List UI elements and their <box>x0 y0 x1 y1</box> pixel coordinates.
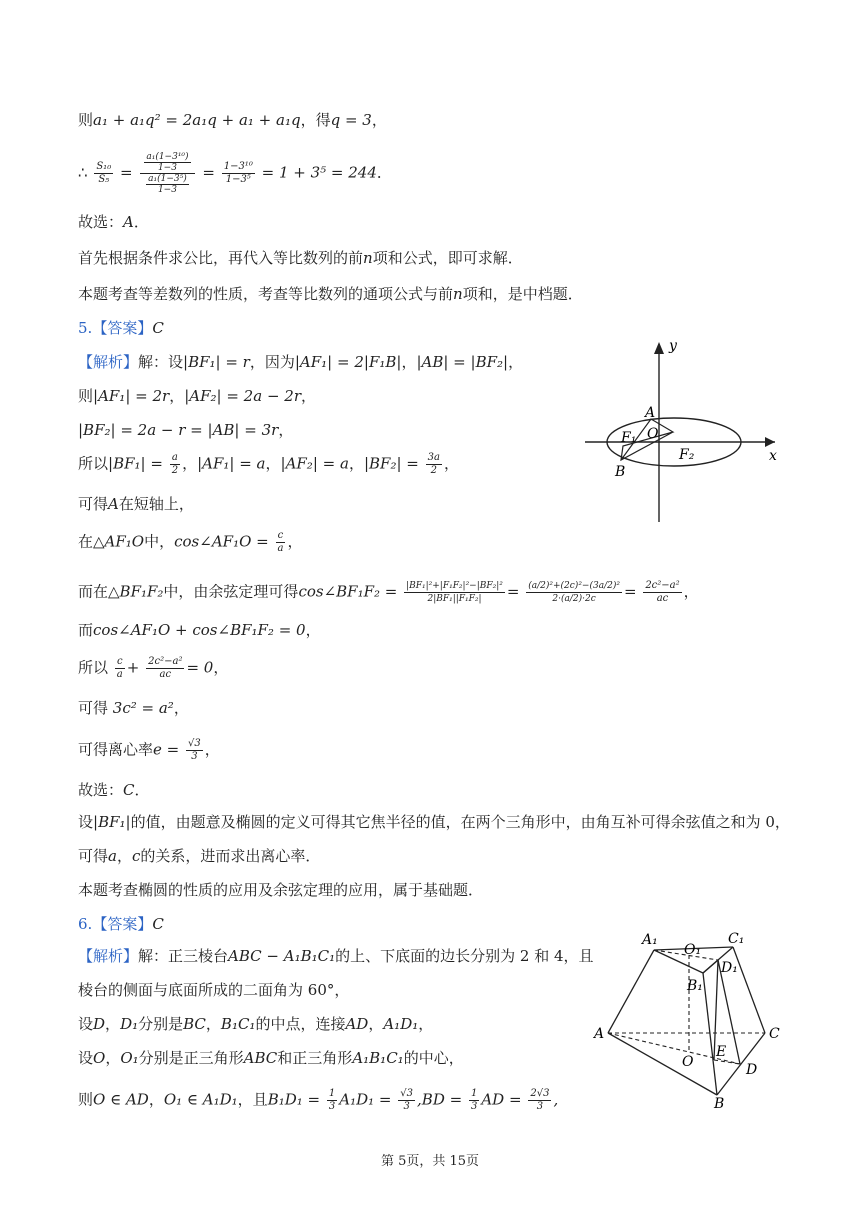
text: 项和公式，即可求解． <box>372 249 523 267</box>
math: ABC − A₁B₁C₁ <box>228 947 336 965</box>
text: 可得 <box>78 495 109 513</box>
text: ， <box>443 454 459 473</box>
choose-line <box>78 780 150 800</box>
math: A₁B₁C₁ <box>352 1049 404 1067</box>
q5-line <box>78 452 459 477</box>
text: 在△ <box>78 532 105 551</box>
denominator <box>140 174 194 195</box>
denominator: a <box>277 543 284 554</box>
q5-line <box>78 494 194 514</box>
text: 而 <box>78 621 94 639</box>
text: ， <box>368 1015 384 1033</box>
text: ，因为 <box>249 353 295 371</box>
math: cos∠BF₁F₂ = <box>298 582 398 601</box>
text: ， <box>105 1049 121 1067</box>
text: 本题考查椭圆的性质的应用及余弦定理的应用，属于基础题． <box>78 881 484 899</box>
math: |AB| = |BF₂| <box>416 353 509 371</box>
text: , <box>417 1090 422 1109</box>
fraction <box>426 452 442 477</box>
x-axis-arrow <box>765 437 775 447</box>
text: 在短轴上， <box>118 495 194 513</box>
math: BF₁F₂ <box>119 582 164 601</box>
question-number: 6. <box>78 915 93 933</box>
denominator: 3 <box>328 1101 336 1112</box>
math: |AF₁| = a <box>197 454 266 473</box>
text: ， <box>305 621 321 639</box>
frustum-diagram <box>590 930 790 1110</box>
fraction <box>115 656 125 681</box>
math: BD = <box>421 1090 463 1109</box>
math: A₁D₁ <box>383 1015 419 1033</box>
therefore-symbol: ∴ <box>78 163 88 182</box>
text: 设 <box>78 813 94 831</box>
text: 的中点，连接 <box>255 1015 346 1033</box>
page-footer: 第 5页，共 15页 <box>380 1154 480 1169</box>
denominator: S₅ <box>98 174 110 185</box>
math: |AF₂| = 2a − 2r <box>184 387 301 405</box>
text: 故选： <box>78 213 124 231</box>
math: O <box>93 1049 106 1067</box>
numerator: 1−3¹⁰ <box>223 161 253 172</box>
label-y: y <box>669 338 677 354</box>
text: 故选： <box>78 781 124 799</box>
math: |BF₂| = 2a − r = |AB| = 3r <box>78 421 279 439</box>
numerator: a <box>170 452 180 465</box>
text: ． <box>376 163 392 182</box>
denominator: 2 <box>430 465 437 476</box>
text: ， <box>116 847 132 865</box>
text: 分别是 <box>138 1015 184 1033</box>
q5-line <box>78 386 316 406</box>
label-A: A <box>594 1026 605 1042</box>
q6-line <box>78 946 594 966</box>
eq-s10-s5: ∴ $\frac{\text{S₁₀}}{\text{S₅}}$ = $\frac{\frac{\text{a₁(1−3¹⁰)}}{1-3}}{\frac{\text{a₁(1−3⁵)}}{1-3}}$ = $\frac{\text{1−3¹⁰}}{\text{1−3⁵}}$ = 1 + 3⁵ = 244． <box>78 152 392 195</box>
math: A₁D₁ = <box>339 1090 392 1109</box>
answer-tag: 【答案】 <box>92 319 153 337</box>
math: B₁C₁ <box>220 1015 256 1033</box>
math: |BF₂| = <box>363 454 419 473</box>
text: 和正三角形 <box>277 1049 353 1067</box>
math: |AF₁| = 2|F₁B| <box>294 353 402 371</box>
answer-letter: C <box>152 915 164 933</box>
label-B: B <box>615 464 626 480</box>
label-A: A <box>645 405 656 421</box>
text: ， <box>508 353 524 371</box>
note-line <box>78 846 320 866</box>
math: c <box>131 847 141 865</box>
edge-BC <box>717 1033 765 1095</box>
math: O ∈ AD <box>93 1090 149 1109</box>
math: D <box>93 1015 106 1033</box>
text: 可得 <box>78 699 109 717</box>
answer-letter: C <box>123 781 135 799</box>
denominator: 1−3 <box>157 185 177 195</box>
text: ， <box>148 1090 164 1109</box>
text: 的中心， <box>403 1049 464 1067</box>
math: O₁ ∈ A₁D₁ <box>163 1090 238 1109</box>
numerator: 2c²−a² <box>645 580 680 591</box>
text: ， <box>418 1015 434 1033</box>
math: a <box>108 847 117 865</box>
label-O: O <box>647 426 659 442</box>
label-D1: D₁ <box>721 960 738 976</box>
answer-letter: A <box>123 213 134 231</box>
fraction <box>398 1088 415 1113</box>
numerator: 2√3 <box>530 1088 550 1099</box>
text: 的值，由题意及椭圆的定义可得其它焦半径的值，在两个三角形中，由角互补可得余弦值之和为 0， <box>130 813 790 831</box>
text: 解：设 <box>138 353 184 371</box>
math: a₁ + a₁q² = 2a₁q + a₁ + a₁q <box>93 111 301 129</box>
q5-line <box>78 352 523 372</box>
note-line <box>78 812 790 832</box>
y-axis-arrow <box>654 342 664 354</box>
fraction <box>222 161 255 186</box>
text: , <box>553 1090 559 1109</box>
analysis-tag: 【解析】 <box>78 947 139 965</box>
q6-line <box>78 1048 464 1068</box>
denominator: 2 <box>171 465 179 476</box>
numerator: c <box>115 656 125 669</box>
ellipse-diagram <box>585 338 785 528</box>
denominator: 1−3⁵ <box>225 174 251 185</box>
numerator: c <box>276 530 286 543</box>
label-C1: C₁ <box>728 931 745 947</box>
fraction <box>276 530 286 555</box>
q5-line <box>78 420 293 440</box>
segment-B1D1 <box>703 960 718 973</box>
math: |AF₁| = 2r <box>93 387 170 405</box>
text: ， <box>213 658 229 677</box>
text: ， <box>169 387 185 405</box>
fraction <box>186 738 203 763</box>
numerator: |BF₁|²+|F₁F₂|²−|BF₂|² <box>406 581 503 591</box>
q6-answer-heading <box>78 914 164 934</box>
math: |BF₁| = r <box>183 353 250 371</box>
math: |AF₂| = a <box>280 454 349 473</box>
denominator: 3 <box>536 1101 544 1112</box>
denominator: 3 <box>403 1101 410 1112</box>
denominator: ac <box>656 593 669 604</box>
question-number: 5. <box>78 319 93 337</box>
text: 则 <box>78 111 94 129</box>
q5-line <box>78 530 302 555</box>
math: BC <box>183 1015 206 1033</box>
denominator: 3 <box>191 751 198 762</box>
note-line <box>78 248 523 268</box>
q6-line <box>78 1088 558 1113</box>
q6-line <box>78 1014 433 1034</box>
text: ． <box>134 781 150 799</box>
math: cos∠AF₁O = <box>174 532 269 551</box>
text: 的关系，进而求出离心率． <box>140 847 321 865</box>
text: ， <box>204 740 220 759</box>
numerator: (a/2)²+(2c)²−(3a/2)² <box>528 581 620 591</box>
choose-line <box>78 212 149 232</box>
text: 所以 <box>78 454 109 473</box>
text: 中，由余弦定理可得 <box>163 582 299 601</box>
text: ， <box>301 387 317 405</box>
numerator: 1 <box>328 1088 336 1099</box>
eq-q-result <box>78 110 387 130</box>
text: 则 <box>78 1090 94 1109</box>
fraction <box>327 1088 337 1113</box>
math: n <box>363 249 373 267</box>
fraction <box>526 580 622 605</box>
math: n <box>453 285 463 303</box>
plus: + <box>126 658 140 677</box>
label-x: x <box>769 448 777 464</box>
math: B₁D₁ = <box>267 1090 321 1109</box>
text: ， <box>205 1015 221 1033</box>
text: 所以 <box>78 658 109 677</box>
label-B1: B₁ <box>687 978 703 994</box>
answer-letter: C <box>152 319 164 337</box>
label-E: E <box>716 1044 727 1060</box>
text: 可得 <box>78 847 109 865</box>
fraction <box>528 1088 551 1113</box>
answer-tag: 【答案】 <box>92 915 153 933</box>
text: ， <box>105 1015 121 1033</box>
text: ， <box>173 699 189 717</box>
numerator: √3 <box>188 738 201 749</box>
denominator: 2·(a/2)·2c <box>552 594 596 604</box>
text: 设 <box>78 1049 94 1067</box>
q5-line <box>78 656 228 681</box>
text: ， <box>265 454 281 473</box>
equals: = <box>202 163 215 182</box>
label-F2: F₂ <box>679 447 695 463</box>
numerator: a₁(1−3⁵) <box>148 174 187 184</box>
text: 设 <box>78 1015 94 1033</box>
math: cos∠AF₁O + cos∠BF₁F₂ = 0 <box>93 621 306 639</box>
text: 则 <box>78 387 94 405</box>
math: |BF₁| = <box>108 454 163 473</box>
q5-line <box>78 738 220 763</box>
text: ， <box>401 353 417 371</box>
text: ， <box>182 454 198 473</box>
math: O₁ <box>120 1049 139 1067</box>
math: ABC <box>243 1049 278 1067</box>
fraction <box>94 161 113 186</box>
math: = 0 <box>186 658 214 677</box>
note-line <box>78 880 483 900</box>
text: ， <box>287 532 303 551</box>
text: 中， <box>144 532 175 551</box>
text: ． <box>133 213 149 231</box>
text: ，且 <box>237 1090 268 1109</box>
denominator: ac <box>159 669 172 680</box>
math: AF₁O <box>104 532 145 551</box>
fraction <box>146 656 184 681</box>
fraction <box>469 1088 479 1113</box>
q5-line <box>78 698 189 718</box>
numerator: 1 <box>470 1088 478 1099</box>
note-line <box>78 284 583 304</box>
text: 的上、下底面的边长分别为 2 和 4，且 <box>335 947 594 965</box>
label-C: C <box>769 1026 780 1042</box>
compound-fraction <box>140 152 194 195</box>
denominator: 3 <box>470 1101 478 1112</box>
math: AD = <box>481 1090 522 1109</box>
math: A <box>108 495 119 513</box>
q5-line <box>78 580 699 605</box>
numerator: 3a <box>427 452 440 463</box>
numerator: a₁(1−3¹⁰) <box>146 152 189 162</box>
math: 3c² = a² <box>112 699 174 717</box>
text: 分别是正三角形 <box>138 1049 244 1067</box>
label-O: O <box>682 1054 694 1070</box>
equals: = <box>506 582 520 601</box>
text: 首先根据条件求公比，再代入等比数列的前 <box>78 249 364 267</box>
denominator: 2|BF₁||F₁F₂| <box>427 594 482 604</box>
q6-line <box>78 980 349 1000</box>
text: ， <box>278 421 294 439</box>
equals: = <box>623 582 637 601</box>
denominator: a <box>116 669 123 680</box>
fraction <box>404 580 505 605</box>
numerator <box>140 152 194 174</box>
label-F1: F₁ <box>621 430 637 446</box>
label-D: D <box>746 1062 758 1078</box>
math: |BF₁| <box>93 813 131 831</box>
text: 可得离心率 <box>78 740 154 759</box>
text: 解：正三棱台 <box>138 947 229 965</box>
numerator: 2c²−a² <box>148 656 183 667</box>
analysis-tag: 【解析】 <box>78 353 139 371</box>
math: q = 3 <box>330 111 372 129</box>
fraction <box>643 580 681 605</box>
fraction <box>170 452 180 477</box>
text: ， <box>348 454 364 473</box>
label-B: B <box>714 1096 725 1110</box>
numerator: S₁₀ <box>96 161 112 172</box>
math: e = <box>153 740 180 759</box>
text: ， <box>371 111 387 129</box>
text: 项和，是中档题． <box>462 285 583 303</box>
label-A1: A₁ <box>642 932 658 948</box>
q5-answer-heading <box>78 318 164 338</box>
text: ， <box>683 582 699 601</box>
text: 而在△ <box>78 582 120 601</box>
math: AD <box>345 1015 369 1033</box>
text: 棱台的侧面与底面所成的二面角为 60°， <box>78 981 350 999</box>
text: ，得 <box>300 111 331 129</box>
numerator: √3 <box>400 1088 414 1099</box>
denominator: 1−3 <box>157 163 177 173</box>
edge-A1A <box>608 950 654 1033</box>
q5-line <box>78 620 321 640</box>
math: = 1 + 3⁵ = 244 <box>261 163 377 182</box>
label-O1: O₁ <box>684 942 702 958</box>
text: 本题考查等差数列的性质，考查等比数列的通项公式与前 <box>78 285 454 303</box>
edge-AB <box>608 1033 717 1095</box>
math: D₁ <box>120 1015 139 1033</box>
